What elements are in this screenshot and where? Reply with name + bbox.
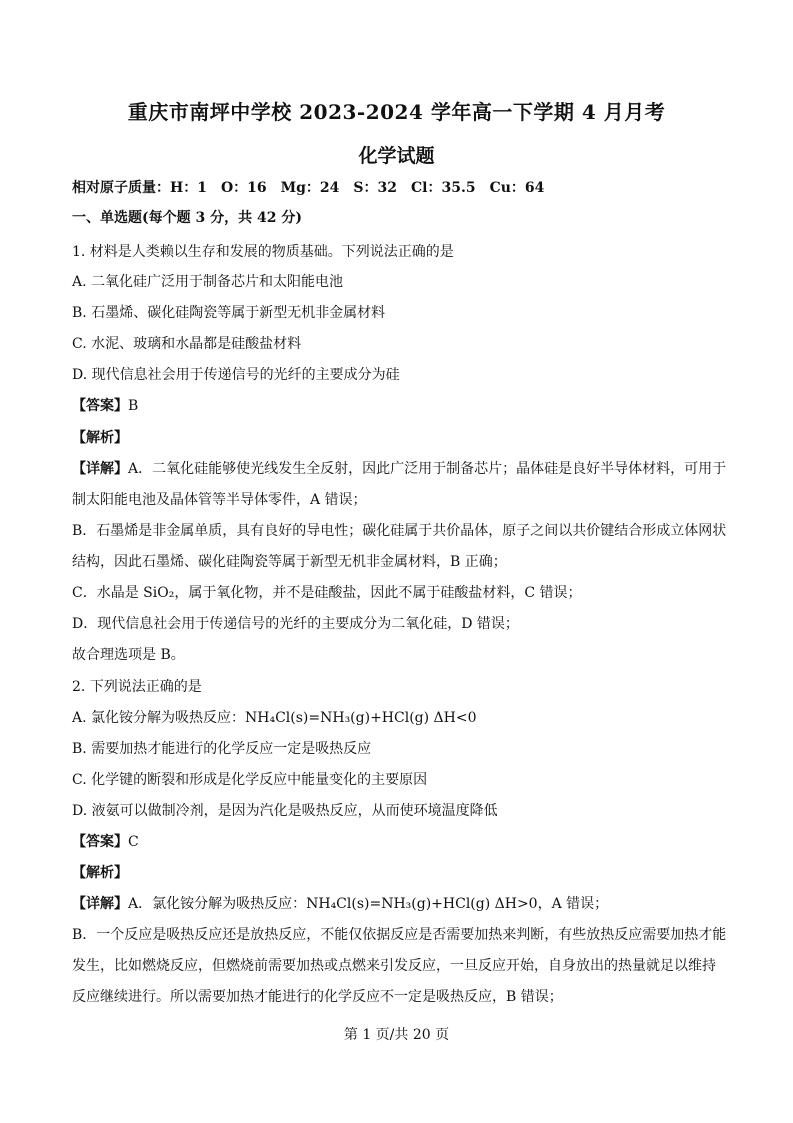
section-heading: 一、单选题(每个题 3 分，共 42 分): [72, 210, 302, 226]
question-2-detail-line: B．一个反应是吸热反应还是放热反应，不能仅依据反应是否需要加热来判断，有些放热反应需要加热才能: [72, 927, 727, 943]
page-footer: 第 1 页/共 20 页: [343, 1027, 450, 1043]
answer-tag: 【答案】: [72, 398, 128, 414]
exam-subtitle: 化学试题: [358, 145, 435, 167]
question-2-option-c: C. 化学键的断裂和形成是化学反应中能量变化的主要原因: [72, 772, 428, 788]
question-2-option-b: B. 需要加热才能进行的化学反应一定是吸热反应: [72, 741, 372, 757]
question-2-detail-line: [72, 894, 732, 914]
answer-value: C: [128, 834, 139, 850]
question-2-option-d: D. 液氨可以做制冷剂，是因为汽化是吸热反应，从而使环境温度降低: [72, 803, 498, 819]
detail-tag: 【详解】: [72, 461, 128, 477]
detail-tag: 【详解】: [72, 896, 128, 912]
question-1-detail-line: C．水晶是 SiO₂，属于氧化物，并不是硅酸盐，因此不属于硅酸盐材料，C 错误；: [72, 585, 582, 601]
question-1-option-b: B. 石墨烯、碳化硅陶瓷等属于新型无机非金属材料: [72, 305, 386, 321]
question-2-answer: [72, 832, 732, 852]
question-1-stem: 1. 材料是人类赖以生存和发展的物质基础。下列说法正确的是: [72, 244, 454, 260]
detail-text: A．氯化铵分解为吸热反应：NH₄Cl(s)=NH₃(g)+HCl(g) ΔH>0，A 错误；: [128, 896, 609, 912]
question-1-detail-line: 结构，因此石墨烯、碳化硅陶瓷等属于新型无机非金属材料，B 正确；: [72, 554, 507, 570]
question-1-answer: [72, 396, 732, 416]
question-2-detail-line: 反应继续进行。所以需要加热才能进行的化学反应不一定是吸热反应，B 错误；: [72, 989, 563, 1005]
question-2-option-a: A. 氯化铵分解为吸热反应：NH₄Cl(s)=NH₃(g)+HCl(g) ΔH<0: [72, 710, 477, 726]
question-2-detail-line: 发生，比如燃烧反应，但燃烧前需要加热或点燃来引发反应，一旦反应开始，自身放出的热量就足以维持: [72, 958, 716, 974]
question-1-option-d: D. 现代信息社会用于传递信号的光纤的主要成分为硅: [72, 367, 400, 383]
answer-tag: 【答案】: [72, 834, 128, 850]
atomic-masses: 相对原子质量：H：1 O：16 Mg：24 S：32 Cl：35.5 Cu：64: [72, 180, 545, 196]
answer-value: B: [128, 398, 139, 414]
question-1-detail-line: [72, 459, 732, 479]
question-1-detail-line: 故合理选项是 B。: [72, 647, 185, 663]
question-2-stem: 2. 下列说法正确的是: [72, 679, 202, 695]
question-1-detail-line: 制太阳能电池及晶体管等半导体零件，A 错误；: [72, 492, 367, 508]
question-1-analysis-tag: 【解析】: [72, 430, 128, 446]
question-1-option-a: A. 二氧化硅广泛用于制备芯片和太阳能电池: [72, 274, 344, 290]
question-1-option-c: C. 水泥、玻璃和水晶都是硅酸盐材料: [72, 336, 302, 352]
question-2-analysis-tag: 【解析】: [72, 865, 128, 881]
detail-text: A．二氧化硅能够使光线发生全反射，因此广泛用于制备芯片；晶体硅是良好半导体材料，可用于: [128, 461, 727, 477]
question-1-detail-line: B．石墨烯是非金属单质，具有良好的导电性；碳化硅属于共价晶体，原子之间以共价键结合形成立体网状: [72, 523, 727, 539]
question-1-detail-line: D．现代信息社会用于传递信号的光纤的主要成分为二氧化硅，D 错误；: [72, 616, 519, 632]
exam-title: 重庆市南坪中学校 2023-2024 学年高一下学期 4 月月考: [127, 100, 666, 124]
